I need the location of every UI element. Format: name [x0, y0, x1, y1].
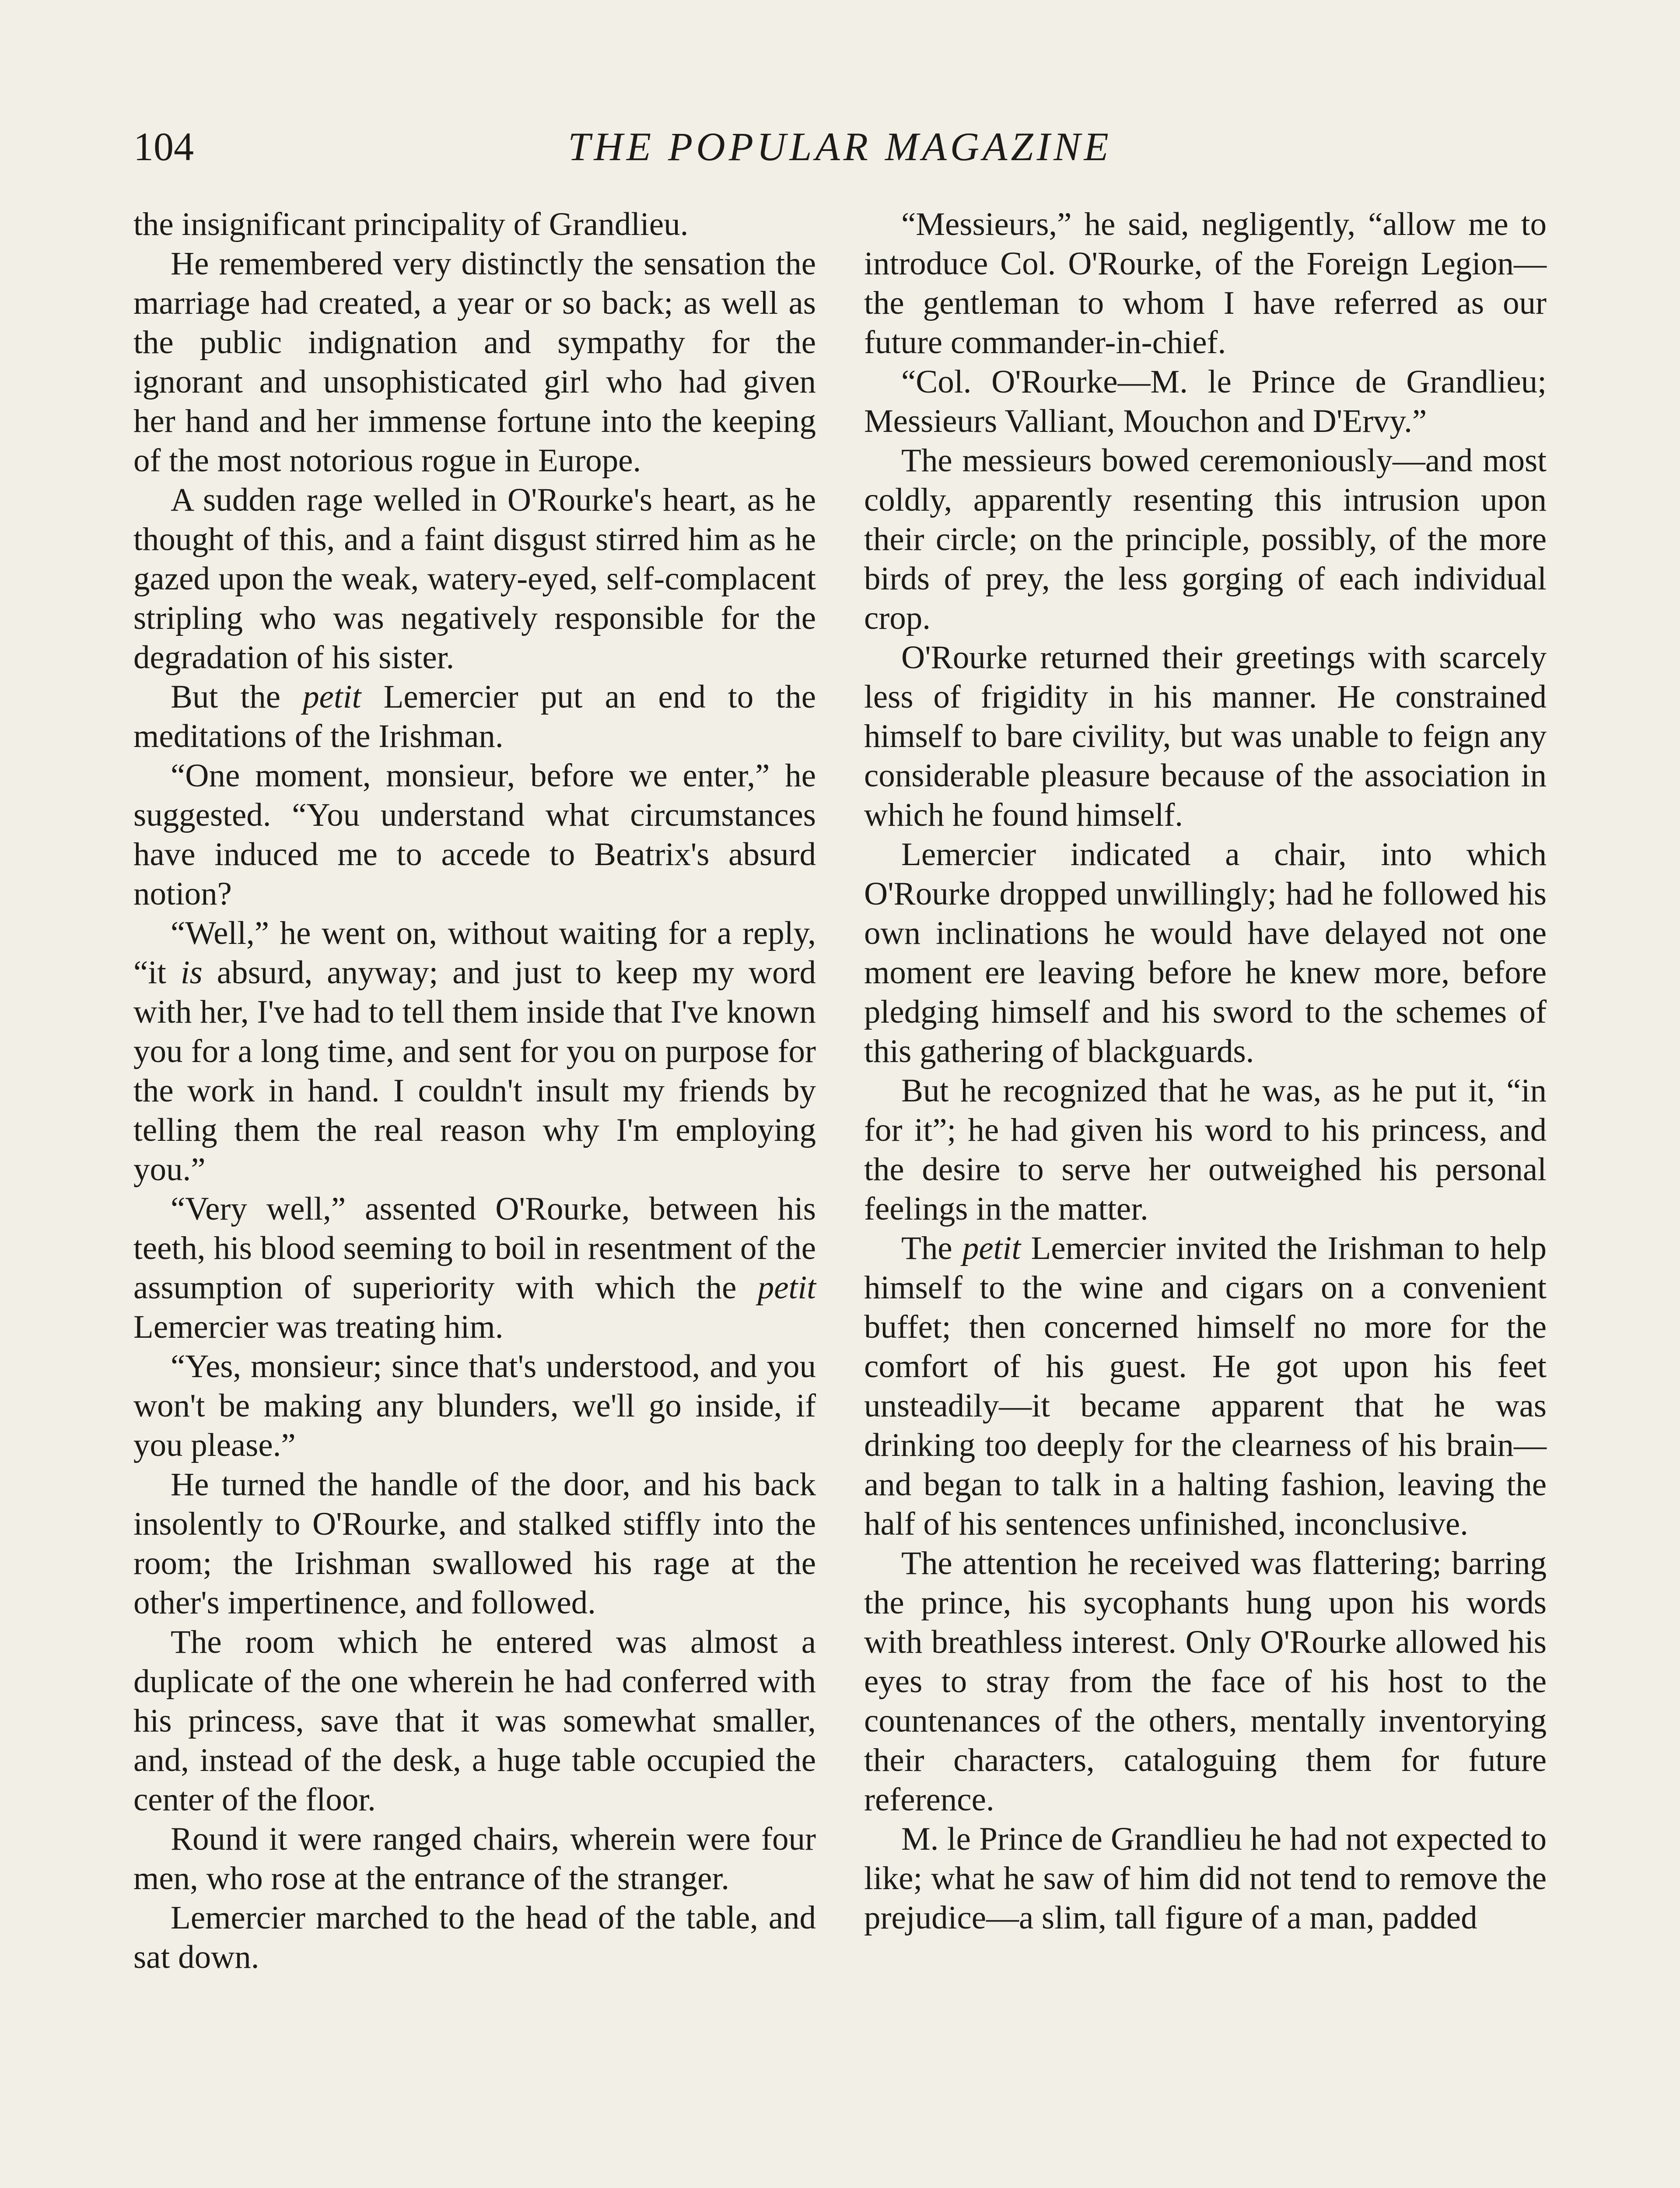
paragraph: He turned the handle of the door, and his back insolently to O'Rourke, and stalked stiffly into the room; the Irishman swallowed his rage at the other's impertinence, and followed. [133, 1466, 816, 1621]
paragraph: O'Rourke returned their greetings with scarcely less of frigidity in his manner. He constrained himself to bare civility, but was unable to feign any considerable pleasure because of the association in which he found himself. [864, 639, 1547, 833]
text-run: The [901, 1230, 962, 1266]
paragraph: Round it were ranged chairs, wherein were four men, who rose at the entrance of the stranger. [133, 1821, 816, 1897]
paragraph [864, 1229, 1547, 1544]
text-run: absurd, anyway; and just to keep my word with her, I've had to tell them inside that I've known you for a long time, and sent for you on purpose for the work in hand. I couldn't insult my friends by telling them the real reason why I'm employing you.” [133, 954, 816, 1188]
paragraph: “Messieurs,” he said, negligently, “allow me to introduce Col. O'Rourke, of the Foreign Legion—the gentleman to whom I have referred as our future commander-in-chief. [864, 206, 1547, 361]
text-run: Lemercier invited the Irishman to help himself to the wine and cigars on a convenient buffet; then concerned himself no more for the comfort of his guest. He got upon his feet unsteadily—it became apparent that he was drinking too deeply for the clearness of his brain—and began to talk in a halting fashion, leaving the half of his sentences unfinished, inconclusive. [864, 1230, 1547, 1542]
left-column [133, 205, 816, 1977]
paragraph: “Col. O'Rourke—M. le Prince de Grandlieu; Messieurs Valliant, Mouchon and D'Ervy.” [864, 364, 1547, 439]
running-title: THE POPULAR MAGAZINE [568, 124, 1112, 169]
paragraph: The messieurs bowed ceremoniously—and most coldly, apparently resenting this intrusion upon their circle; on the principle, possibly, of the more birds of prey, the less gorging of each individual crop. [864, 442, 1547, 636]
paragraph: He remembered very distinctly the sensation the marriage had created, a year or so back; as well as the public indignation and sympathy for the ignorant and unsophisticated girl who had given her hand and her immense fortune into the keeping of the most notorious rogue in Europe. [133, 245, 816, 479]
italic-text: is [180, 954, 203, 991]
right-column [864, 205, 1547, 1938]
italic-text: petit [962, 1230, 1021, 1266]
text-run: Lemercier put an end to the meditations of the Irishman. [133, 679, 816, 754]
paragraph: Lemercier marched to the head of the table, and sat down. [133, 1900, 816, 1975]
paragraph: M. le Prince de Grandlieu he had not expected to like; what he saw of him did not tend to remove the prejudice—a slim, tall figure of a man, padded [864, 1821, 1547, 1936]
paragraph: But he recognized that he was, as he put it, “in for it”; he had given his word to his princess, and the desire to serve her outweighed his personal feelings in the matter. [864, 1073, 1547, 1227]
paragraph [133, 1189, 816, 1347]
text-run: But the [171, 679, 303, 715]
page-number: 104 [133, 124, 194, 169]
italic-text: petit [757, 1269, 816, 1306]
paragraph: Lemercier indicated a chair, into which O'Rourke dropped unwillingly; had he followed his own inclinations he would have delayed not one moment ere leaving before he knew more, before pledging himself and his sword to the schemes of this gathering of blackguards. [864, 836, 1547, 1069]
paragraph: “Yes, monsieur; since that's understood, and you won't be making any blunders, we'll go inside, if you please.” [133, 1348, 816, 1463]
text-run: Lemercier was treating him. [133, 1309, 504, 1345]
paragraph: The room which he entered was almost a duplicate of the one wherein he had conferred with his princess, save that it was somewhat smaller, and, instead of the desk, a huge table occupied the center of the floor. [133, 1624, 816, 1818]
page-header [133, 118, 1547, 175]
paragraph: A sudden rage welled in O'Rourke's heart, as he thought of this, and a faint disgust stirred him as he gazed upon the weak, watery-eyed, self-complacent stripling who was negatively responsible for the degradation of his sister. [133, 482, 816, 676]
italic-text: petit [303, 679, 361, 715]
paragraph [133, 914, 816, 1189]
paragraph: “One moment, monsieur, before we enter,” he suggested. “You understand what circumstances have induced me to accede to Beatrix's absurd notion? [133, 757, 816, 912]
paragraph [133, 677, 816, 756]
paragraph: the insignificant principality of Grandlieu. [133, 206, 689, 242]
text-run: “Well,” he went on, without waiting for a reply, “it [133, 915, 816, 991]
text-run: “Very well,” assented O'Rourke, between his teeth, his blood seeming to boil in resentment of the assumption of superiority with which the [133, 1191, 816, 1306]
paragraph: The attention he received was flattering; barring the prince, his sycophants hung upon his words with breathless interest. Only O'Rourke allowed his eyes to stray from the face of his host to the countenances of the others, mentally inventorying their characters, cataloguing them for future reference. [864, 1545, 1547, 1818]
